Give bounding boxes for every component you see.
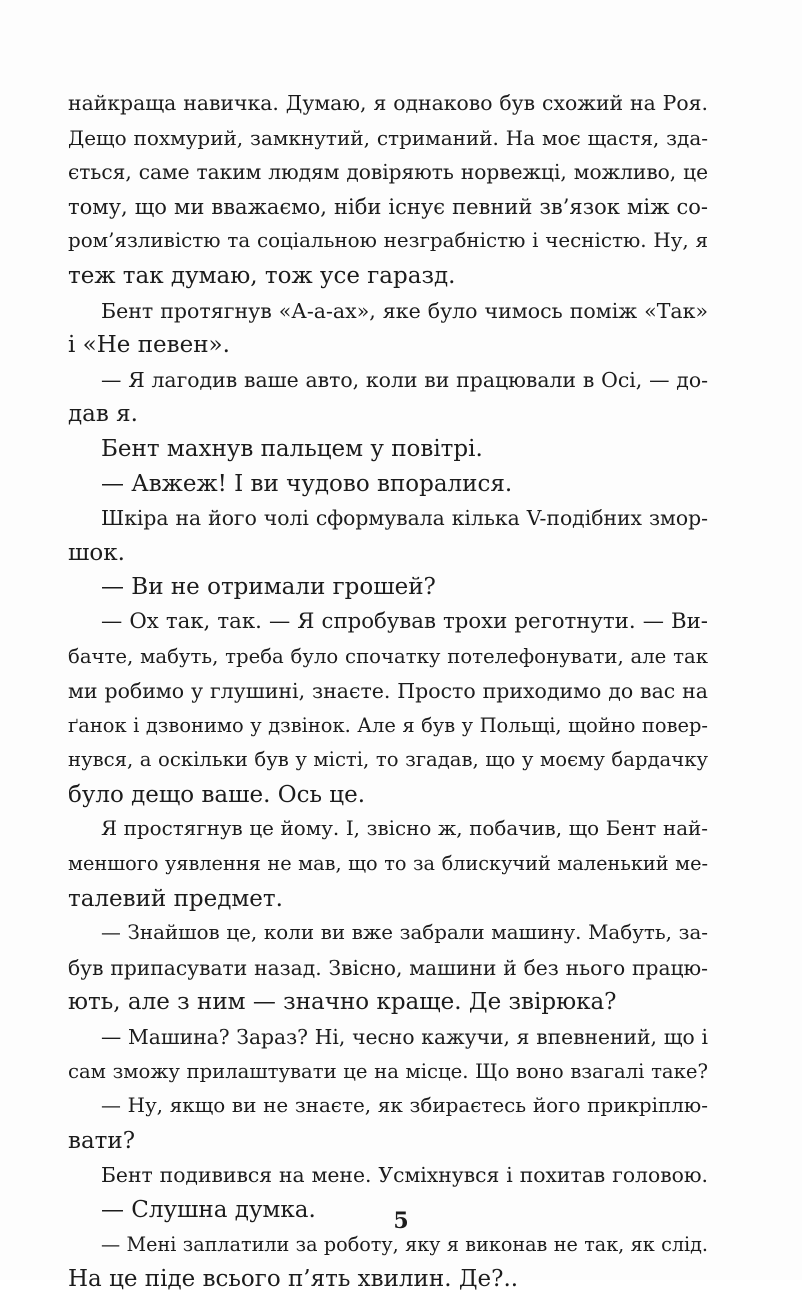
text-line: ми робимо у глушині, знаєте. Просто приходимо до вас на	[68, 679, 708, 704]
text-line: — Авжеж! І ви чудово впоралися.	[101, 470, 513, 497]
text-line: Дещо похмурий, замкнутий, стриманий. На моє щастя, зда-	[68, 125, 708, 150]
text-line: — Мені заплатили за роботу, яку я виконав не так, як слід.	[101, 1232, 708, 1256]
text-line: — Ви не отримали грошей?	[101, 574, 436, 601]
text-line: Бент махнув пальцем у повітрі.	[101, 435, 483, 462]
text-line: — Я лагодив ваше авто, коли ви працювали в Осі, — до-	[101, 367, 708, 392]
text-line: ють, але з ним — значно краще. Де звірюка?	[68, 989, 617, 1016]
text-line: був припасувати назад. Звісно, машини й без нього працю-	[68, 955, 708, 980]
text-line: ґанок і дзвонимо у дзвінок. Але я був у Польщі, щойно повер-	[68, 713, 708, 737]
text-line: меншого уявлення не мав, що то за блискучий маленький ме-	[68, 852, 708, 876]
text-line: Бент протягнув «А-а-ах», яке було чимось поміж «Так»	[101, 298, 708, 323]
text-line: вати?	[68, 1127, 136, 1154]
text-line: було дещо ваше. Ось це.	[68, 781, 366, 808]
page-body-text	[68, 86, 708, 1297]
text-line: тому, що ми вважаємо, ніби існує певний зв’язок між со-	[68, 193, 708, 219]
text-line: дав я.	[68, 401, 138, 428]
text-line: ром’язливістю та соціальною незграбністю і чесністю. Ну, я	[68, 229, 708, 253]
text-line: нувся, а оскільки був у місті, то згадав, що у моєму бардачку	[68, 748, 708, 772]
text-line: Я простягнув це йому. І, звісно ж, побачив, що Бент най-	[101, 817, 708, 841]
text-line: — Машина? Зараз? Ні, чесно кажучи, я впевнений, що і	[101, 1025, 708, 1050]
text-line: і «Не певен».	[68, 332, 230, 359]
text-line: — Знайшов це, коли ви вже забрали машину. Мабуть, за-	[101, 921, 708, 945]
text-line: найкраща навичка. Думаю, я однаково був схожий на Роя.	[68, 91, 708, 115]
text-line: — Слушна думка.	[101, 1197, 316, 1223]
text-line: — Ох так, так. — Я спробував трохи реготнути. — Ви-	[101, 608, 708, 634]
page-number: 5	[393, 1208, 409, 1234]
text-line: теж так думаю, тож усе гаразд.	[68, 262, 456, 289]
text-line: сам зможу прилаштувати це на місце. Що воно взагалі таке?	[68, 1059, 708, 1083]
text-line: ється, саме таким людям довіряють норвежці, можливо, це	[68, 160, 708, 185]
text-line: бачте, мабуть, треба було спочатку потелефонувати, але так	[68, 644, 708, 668]
text-line: талевий предмет.	[68, 885, 283, 912]
text-line: шок.	[68, 539, 125, 566]
text-line: — Ну, якщо ви не знаєте, як збираєтесь його прикріплю-	[101, 1094, 708, 1118]
text-line: Шкіра на його чолі сформувала кілька V-подібних змор-	[101, 506, 708, 531]
text-line: На це піде всього п’ять хвилин. Де?..	[68, 1266, 519, 1293]
text-line: Бент подивився на мене. Усміхнувся і похитав головою.	[101, 1163, 708, 1188]
